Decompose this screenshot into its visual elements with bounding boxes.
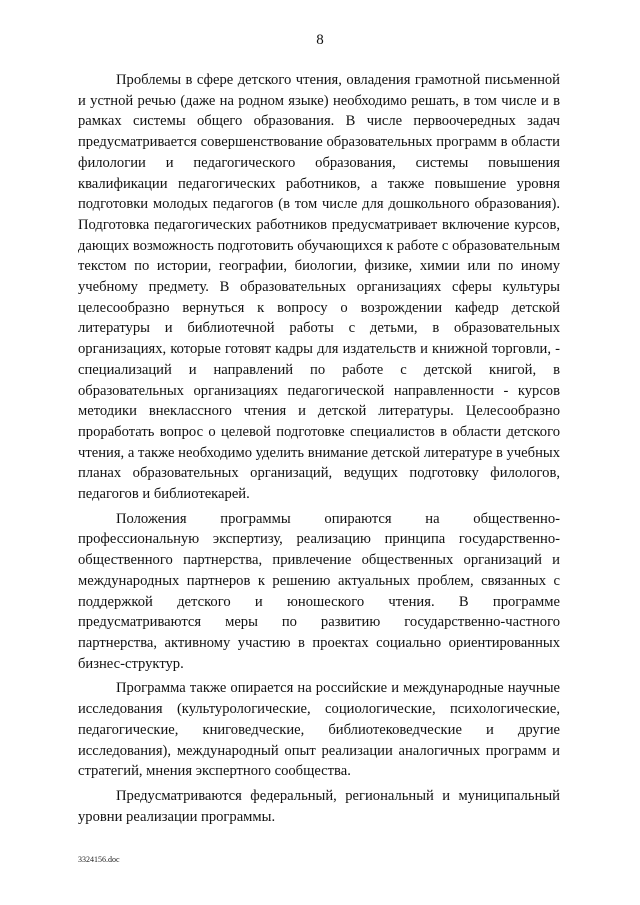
paragraph-levels: Предусматриваются федеральный, региональный и муниципальный уровни реализации программы.: [78, 787, 560, 825]
paragraph-provisions: Положения программы опираются на общественно-профессиональную экспертизу, реализацию принципа государственно-общественного партнерства, привлечение общественных организаций и международных партнеров к решению актуальных проблем, связанных с поддержкой детского и юношеского чтения. В программе предусматриваются меры по развитию государственно-частного партнерства, активному участию в проектах социально ориентированных бизнес-структур.: [78, 510, 560, 672]
paragraph-research: Программа также опирается на российские и международные научные исследования (культурологические, социологические, психологические, педагогические, книговедческие, библиотековедческие и другие исследования), международный опыт реализации аналогичных программ и стратегий, мнения экспертного сообщества.: [78, 680, 560, 780]
page-number: 8: [316, 32, 324, 48]
document-body: [78, 70, 560, 831]
paragraph-problems: Проблемы в сфере детского чтения, овладения грамотной письменной и устной речью (даже на родном языке) необходимо решать, в том числе и в рамках системы общего образования. В числе первоочередных задач предусматривается совершенствование образовательных программ в области филологии и педагогического образования, системы повышения квалификации педагогических работников, а также повышение уровня подготовки молодых педагогов (в том числе для дошкольного образования). Подготовка педагогических работников предусматривает включение курсов, дающих возможность подготовить обучающихся к работе с образовательным текстом по истории, географии, биологии, физике, химии или по иному учебному предмету. В образовательных организациях сферы культуры целесообразно вернуться к вопросу о возрождении кафедр детской литературы и библиотечной работы с детьми, в образовательных организациях, которые готовят кадры для издательств и книжной торговли, - специализаций и направлений по работе с детской книгой, в образовательных организациях педагогической направленности - курсов методики внеклассного чтения и детской литературы. Целесообразно проработать вопрос о целевой подготовке специалистов в области детского чтения, а также необходимо уделить внимание детской литературе в учебных планах образовательных организаций, ведущих подготовку филологов, педагогов и библиотекарей.: [78, 72, 560, 503]
footer-file-id: 3324156.doc: [78, 855, 120, 864]
